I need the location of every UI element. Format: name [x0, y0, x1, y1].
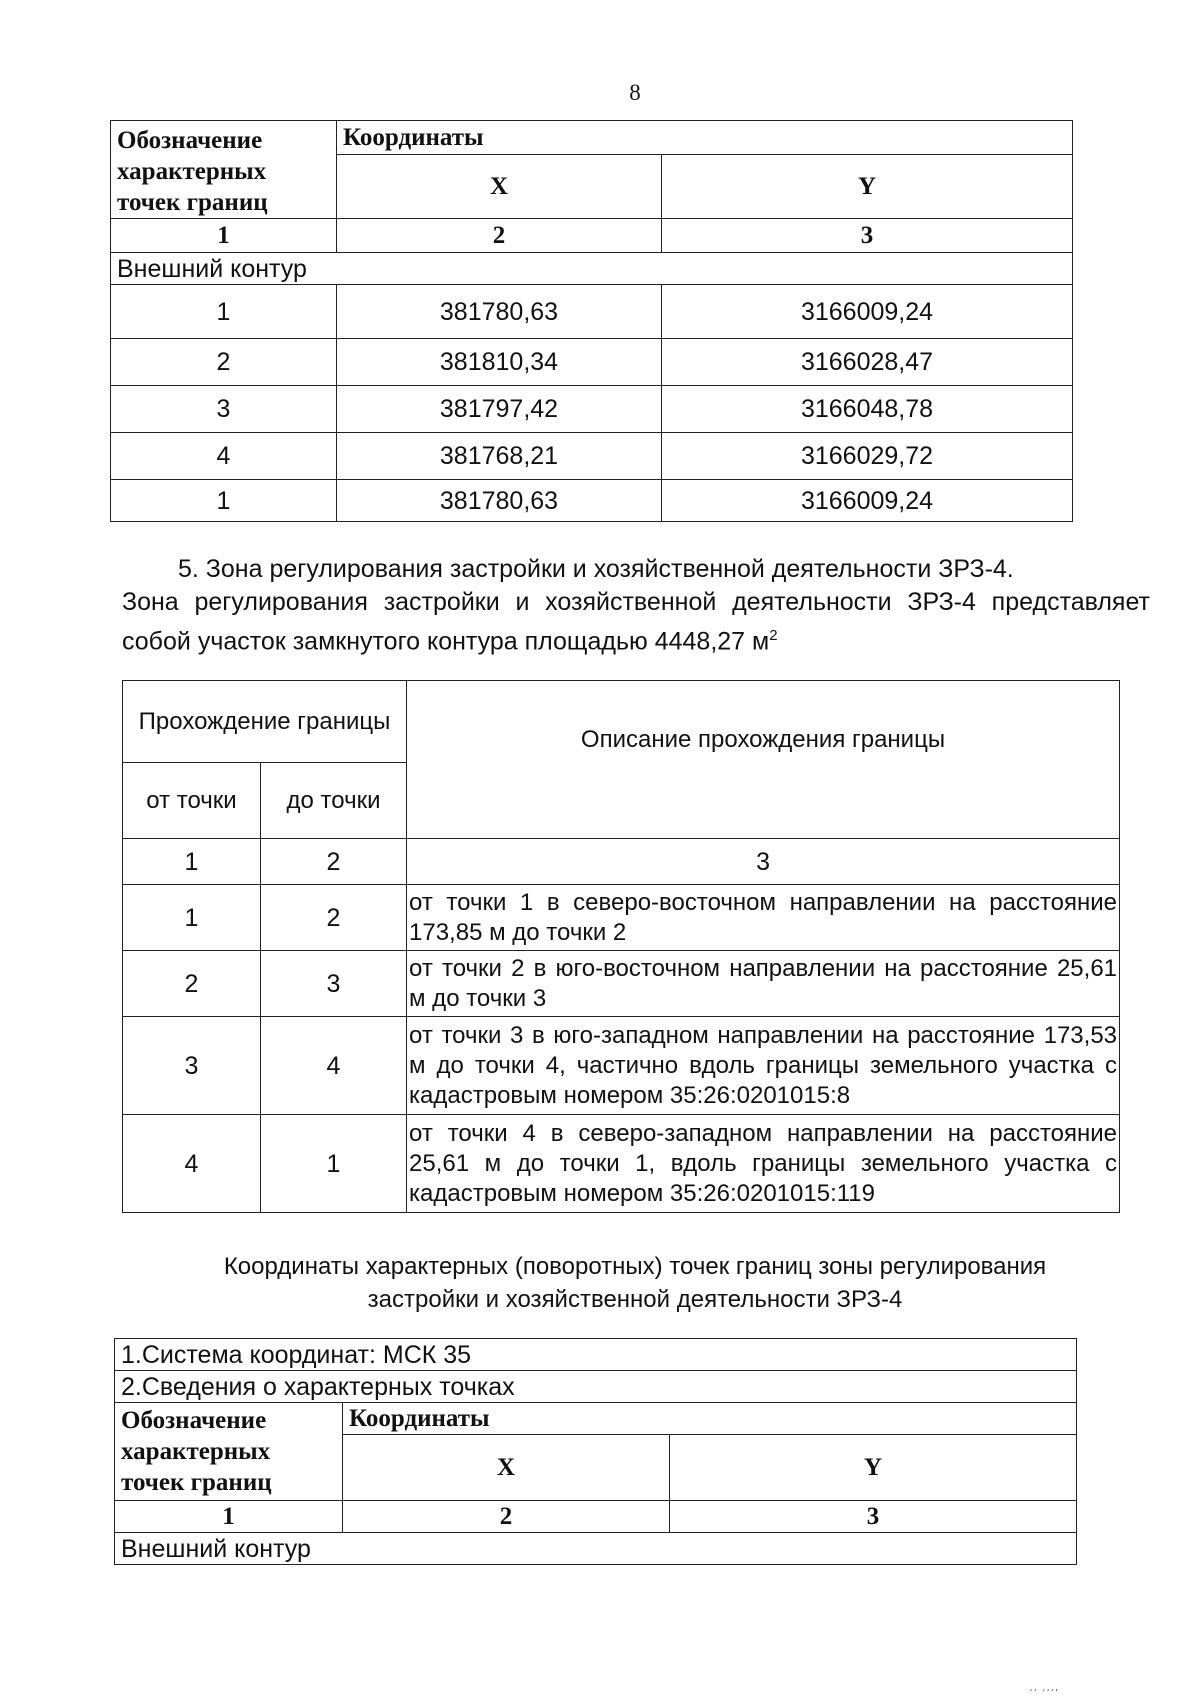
- col-number: 2: [343, 1501, 670, 1533]
- col-number: 1: [115, 1501, 343, 1533]
- zone-description-area: [122, 619, 778, 658]
- to-point: 3: [261, 951, 407, 1017]
- col-number: 3: [662, 219, 1073, 253]
- coord-x: 381797,42: [337, 386, 662, 433]
- header-y: Y: [670, 1435, 1077, 1501]
- coordinates-table-1: [110, 120, 1073, 522]
- coordinates-table-2: [114, 1338, 1077, 1565]
- header-to-point: до точки: [261, 763, 407, 839]
- from-point: 4: [123, 1115, 261, 1213]
- boundary-passage-table: [122, 680, 1120, 1213]
- points-info: 2.Сведения о характерных точках: [115, 1371, 1077, 1403]
- header-from-point: от точки: [123, 763, 261, 839]
- zone-description-line: Зона регулирования застройки и хозяйственной деятельности ЗРЗ-4 представляет: [122, 588, 1150, 616]
- scan-artifact: ′′ ′′′′: [1030, 1688, 1060, 1699]
- header-description: Описание прохождения границы: [407, 681, 1120, 839]
- to-point: 2: [261, 885, 407, 951]
- point-number: 1: [111, 285, 337, 339]
- coord-x: 381768,21: [337, 433, 662, 480]
- boundary-description: от точки 4 в северо-западном направлении на расстояние 25,61 м до точки 1, вдоль границы земельного участка с кадастровым номером 35:26:0201015:119: [407, 1115, 1120, 1213]
- header-y: Y: [662, 155, 1073, 219]
- caption-line-1: Координаты характерных (поворотных) точек границ зоны регулирования: [223, 1253, 1047, 1280]
- col-number: 2: [261, 839, 407, 885]
- boundary-description: от точки 3 в юго-западном направлении на расстояние 173,53 м до точки 4, частично вдоль границы земельного участка с кадастровым номером 35:26:0201015:8: [407, 1017, 1120, 1115]
- to-point: 1: [261, 1115, 407, 1213]
- from-point: 2: [123, 951, 261, 1017]
- point-number: 2: [111, 339, 337, 386]
- zone-area-text: собой участок замкнутого контура площадью 4448,27 м: [122, 627, 770, 656]
- header-designation: Обозначение характерных точек границ: [115, 1403, 343, 1501]
- header-x: X: [343, 1435, 670, 1501]
- coord-y: 3166029,72: [662, 433, 1073, 480]
- coordinate-system: 1.Система координат: МСК 35: [115, 1339, 1077, 1371]
- header-coordinates: Координаты: [337, 121, 1073, 155]
- col-number: 1: [111, 219, 337, 253]
- point-number: 3: [111, 386, 337, 433]
- header-designation: Обозначение характерных точек границ: [111, 121, 337, 219]
- coord-y: 3166009,24: [662, 480, 1073, 522]
- col-number: 2: [337, 219, 662, 253]
- from-point: 3: [123, 1017, 261, 1115]
- col-number: 3: [670, 1501, 1077, 1533]
- col-number: 3: [407, 839, 1120, 885]
- coord-x: 381780,63: [337, 480, 662, 522]
- from-point: 1: [123, 885, 261, 951]
- section-label: Внешний контур: [111, 253, 1073, 285]
- zone-heading: 5. Зона регулирования застройки и хозяйственной деятельности ЗРЗ-4.: [178, 555, 1014, 583]
- page-number: 8: [629, 80, 641, 105]
- coord-y: 3166009,24: [662, 285, 1073, 339]
- coord-y: 3166028,47: [662, 339, 1073, 386]
- header-passage: Прохождение границы: [123, 681, 407, 763]
- to-point: 4: [261, 1017, 407, 1115]
- header-x: X: [337, 155, 662, 219]
- point-number: 4: [111, 433, 337, 480]
- area-unit-superscript: 2: [769, 627, 778, 644]
- header-coordinates: Координаты: [343, 1403, 1077, 1435]
- point-number: 1: [111, 480, 337, 522]
- boundary-description: от точки 2 в юго-восточном направлении на расстояние 25,61 м до точки 3: [407, 951, 1120, 1017]
- coord-y: 3166048,78: [662, 386, 1073, 433]
- boundary-description: от точки 1 в северо-восточном направлении на расстояние 173,85 м до точки 2: [407, 885, 1120, 951]
- section-label: Внешний контур: [115, 1533, 1077, 1565]
- col-number: 1: [123, 839, 261, 885]
- coord-x: 381810,34: [337, 339, 662, 386]
- coord-x: 381780,63: [337, 285, 662, 339]
- caption-line-2: застройки и хозяйственной деятельности ЗРЗ-4: [367, 1286, 903, 1313]
